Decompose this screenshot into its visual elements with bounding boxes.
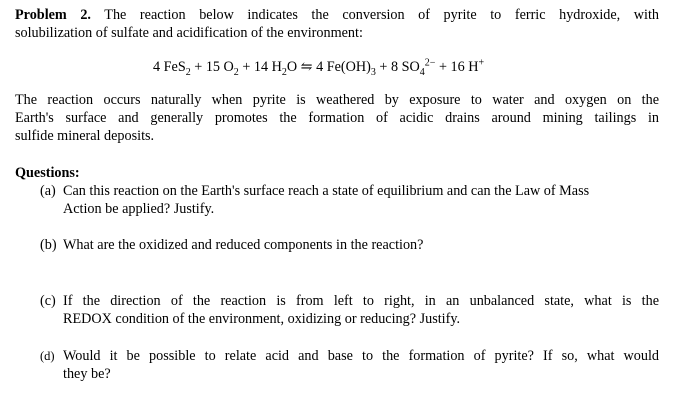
problem-label: Problem 2. (15, 7, 91, 23)
question-c-line2: REDOX condition of the environment, oxidizing or reducing? Justify. (63, 311, 461, 327)
question-a-line1: Can this reaction on the Earth's surface reach a state of equilibrium and can the Law of Mass (63, 183, 590, 199)
question-d-line2: they be? (63, 366, 111, 382)
question-c-label: (c) (40, 293, 56, 309)
reaction-equation: 4 FeS$_2$ + 15 $O_2 + 14$ $H_2O$ ⇋ 4 $Fe(OH)_3 + 8$ $SO_4^{2-} + 16$ H+ (153, 57, 485, 78)
paragraph-line1: The reaction occurs naturally when pyrite is weathered by exposure to water and oxygen on the (15, 92, 659, 108)
question-c-line1: If the direction of the reaction is from left to right, in an unbalanced state, what is the (63, 293, 659, 309)
question-a-label: (a) (40, 183, 56, 199)
question-d-line1: Would it be possible to relate acid and base to the formation of pyrite? If so, what would (63, 348, 659, 364)
problem-intro-line1 (15, 6, 659, 24)
question-d-label: (d) (40, 349, 55, 363)
question-b-line1: What are the oxidized and reduced components in the reaction? (63, 237, 424, 253)
questions-heading: Questions: (15, 165, 80, 181)
paragraph-line2: Earth's surface and generally promotes the formation of acidic drains around mining tailings in (15, 110, 659, 126)
problem-intro-line2: solubilization of sulfate and acidification of the environment: (15, 25, 363, 41)
paragraph-line3: sulfide mineral deposits. (15, 128, 155, 144)
problem-intro-text: The reaction below indicates the conversion of pyrite to ferric hydroxide, with (104, 7, 659, 23)
question-a-line2: Action be applied? Justify. (63, 201, 215, 217)
question-b-label: (b) (40, 237, 57, 253)
